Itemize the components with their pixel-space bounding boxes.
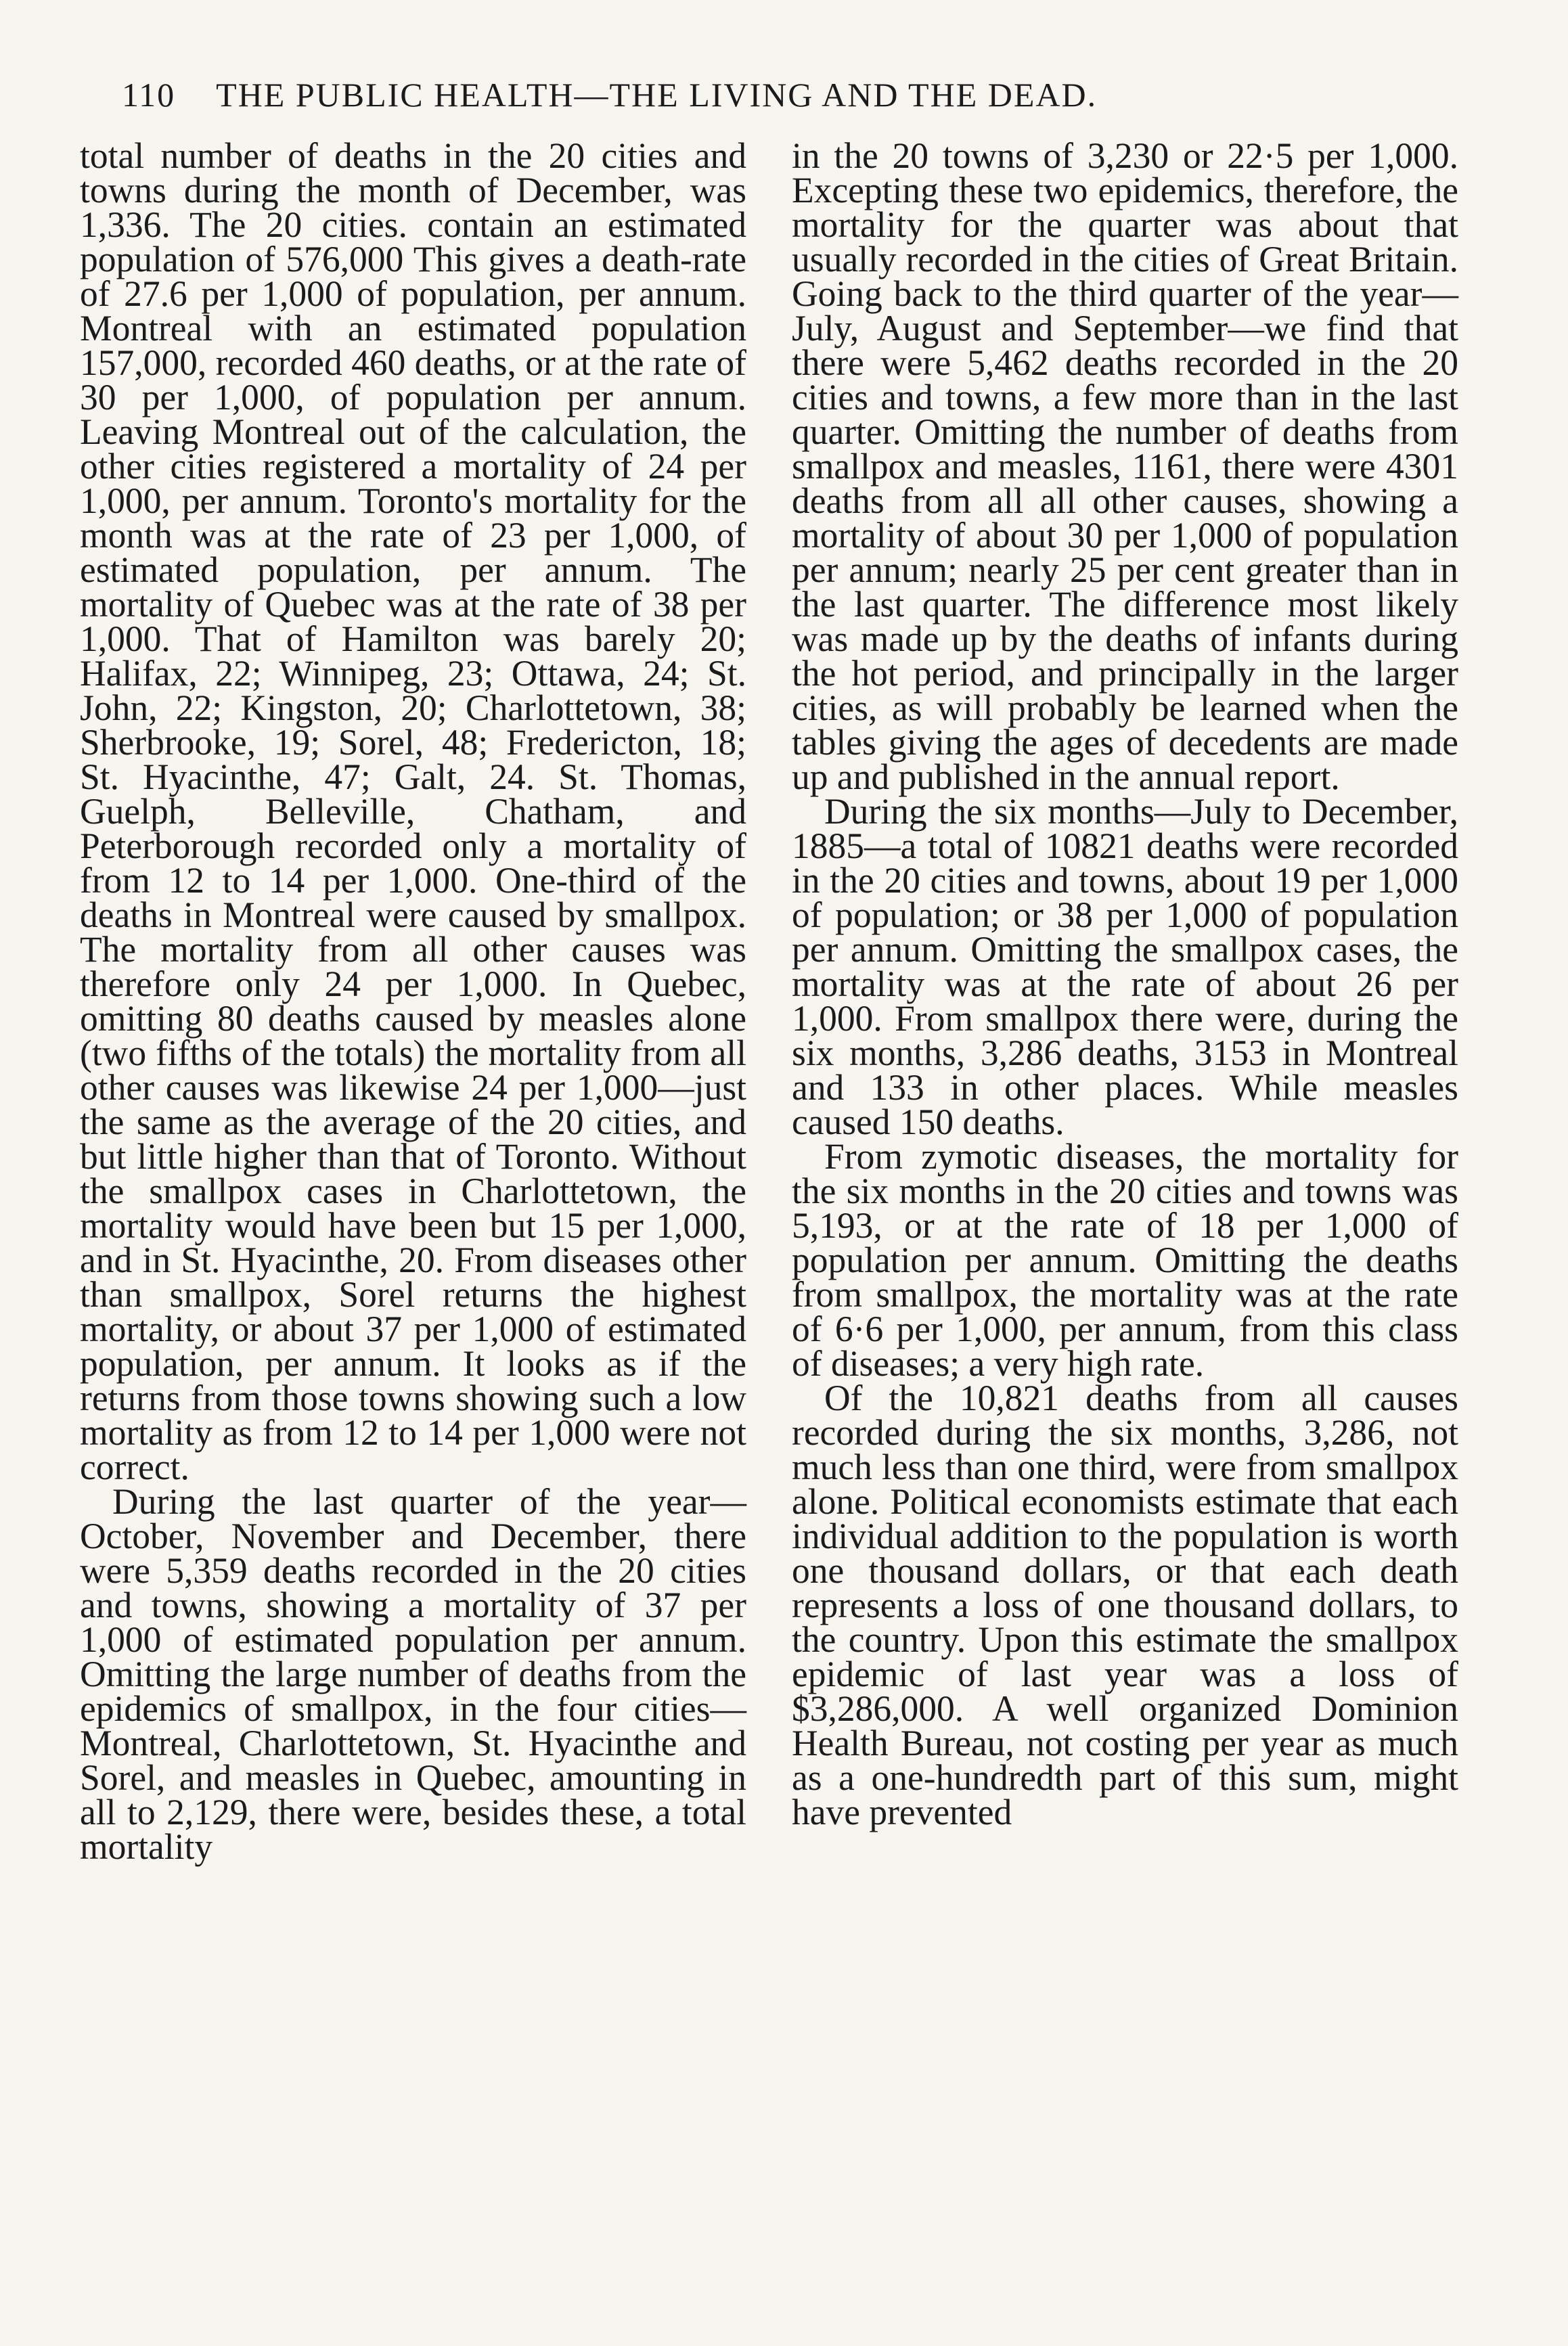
paragraph: Of the 10,821 deaths from all causes recorded during the six months, 3,286, not much less than one third, were from smallpox alone. Political economists estimate that each individual addition to the population is worth one thousand dollars, or that each death represents a loss of one thousand dollars, to the country. Upon this estimate the smallpox epidemic of last year was a loss of $3,286,000. A well organized Dominion Health Bureau, not costing per year as much as a one-hundredth part of this sum, might have prevented xyxy=(792,1378,1458,1832)
running-header xyxy=(122,64,1441,125)
page-number: 110 xyxy=(122,76,176,114)
paragraph: From zymotic diseases, the mortality for the six months in the 20 cities and towns was 5,193, or at the rate of 18 per 1,000 of population per annum. Omitting the deaths from smallpox, the mortality was at the rate of 6·6 per 1,000, per annum, from this class of diseases; a very high rate. xyxy=(792,1136,1458,1384)
left-column xyxy=(80,135,746,1867)
paragraph: in the 20 towns of 3,230 or 22·5 per 1,000. Excepting these two epidemics, therefore, the mortality for the quarter was about that usually recorded in the cities of Great Britain. Going back to the third quarter of the year—July, August and September—we find that there were 5,462 deaths recorded in the 20 cities and towns, a few more than in the last quarter. Omitting the number of deaths from smallpox and measles, 1161, there were 4301 deaths from all all other causes, showing a mortality of about 30 per 1,000 of population per annum; nearly 25 per cent greater than in the last quarter. The difference most likely was made up by the deaths of infants during the hot period, and principally in the larger cities, as will probably be learned when the tables giving the ages of decedents are made up and published in the annual report. xyxy=(792,135,1458,797)
paragraph: total number of deaths in the 20 cities and towns during the month of December, was 1,336. The 20 cities. contain an estimated population of 576,000 This gives a death-rate of 27.6 per 1,000 of population, per annum. Montreal with an estimated population 157,000, recorded 460 deaths, or at the rate of 30 per 1,000, of population per annum. Leaving Montreal out of the calculation, the other cities registered a mortality of 24 per 1,000, per annum. Toronto's mortality for the month was at the rate of 23 per 1,000, of estimated population, per annum. The mortality of Quebec was at the rate of 38 per 1,000. That of Hamilton was barely 20; Halifax, 22; Winnipeg, 23; Ottawa, 24; St. John, 22; Kingston, 20; Charlottetown, 38; Sherbrooke, 19; Sorel, 48; Fredericton, 18; St. Hyacinthe, 47; Galt, 24. St. Thomas, Guelph, Belleville, Chatham, and Peterborough recorded only a mortality of from 12 to 14 per 1,000. One-third of the deaths in Montreal were caused by smallpox. The mortality from all other causes was therefore only 24 per 1,000. In Quebec, omitting 80 deaths caused by measles alone (two fifths of the totals) the mortality from all other causes was likewise 24 per 1,000—just the same as the average of the 20 cities, and but little higher than that of Toronto. Without the smallpox cases in Charlottetown, the mortality would have been but 15 per 1,000, and in St. Hyacinthe, 20. From diseases other than smallpox, Sorel returns the highest mortality, or about 37 per 1,000 of estimated population, per annum. It looks as if the returns from those towns showing such a low mortality as from 12 to 14 per 1,000 were not correct. xyxy=(80,135,746,1487)
paragraph: During the six months—July to December, 1885—a total of 10821 deaths were recorded in the 20 cities and towns, about 19 per 1,000 of population; or 38 per 1,000 of population per annum. Omitting the smallpox cases, the mortality was at the rate of about 26 per 1,000. From smallpox there were, during the six months, 3,286 deaths, 3153 in Montreal and 133 in other places. While measles caused 150 deaths. xyxy=(792,791,1458,1142)
paragraph: During the last quarter of the year—October, November and December, there were 5,359 deaths recorded in the 20 cities and towns, showing a mortality of 37 per 1,000 of estimated population per annum. Omitting the large number of deaths from the epidemics of smallpox, in the four cities—Montreal, Charlottetown, St. Hyacinthe and Sorel, and measles in Quebec, amounting in all to 2,129, there were, besides these, a total mortality xyxy=(80,1481,746,1867)
right-column xyxy=(792,135,1458,1832)
running-title: THE PUBLIC HEALTH—THE LIVING AND THE DEAD. xyxy=(216,76,1098,114)
